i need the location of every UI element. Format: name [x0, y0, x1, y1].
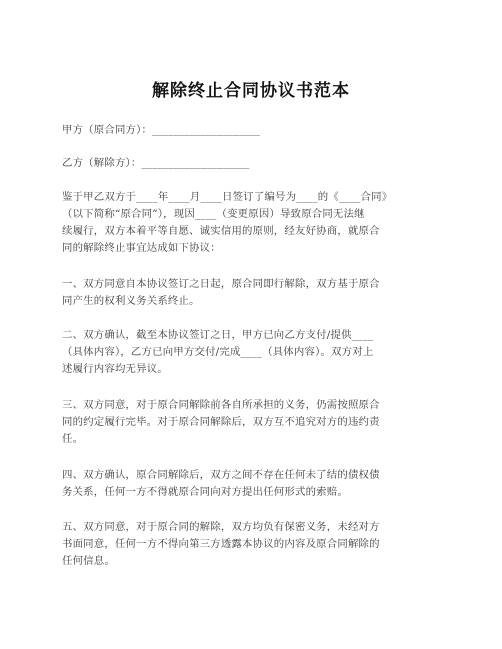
clause-2-line: 二、双方确认，截至本协议签订之日，甲方已向乙方支付/提供____ — [62, 329, 374, 341]
intro-line: 续履行，双方本着平等自愿、诚实信用的原则，经友好协商，就原合 — [62, 225, 380, 237]
party-a-line: 甲方（原合同方）：____________________ — [62, 124, 261, 136]
clause-2-line: （具体内容），乙方已向甲方交付/完成____（具体内容）。双方对上 — [62, 346, 374, 358]
clause-3-line: 三、双方同意，对于原合同解除前各自所承担的义务，仍需按照原合 — [62, 399, 380, 411]
clause-4-line: 务关系，任何一方不得就原合同向对方提出任何形式的索赔。 — [62, 486, 348, 498]
party-b-line: 乙方（解除方）：____________________ — [62, 157, 250, 169]
intro-line: （以下简称“原合同”），现因____（变更原因）导致原合同无法继 — [62, 208, 365, 220]
clause-2-line: 述履行内容均无异议。 — [62, 363, 168, 375]
intro-line: 鉴于甲乙双方于____年____月____日签订了编号为____的《____合同》 — [62, 191, 393, 203]
clause-3-line: 同的约定履行完毕。对于原合同解除后，双方互不追究对方的违约责 — [62, 416, 380, 428]
clause-5-line: 书面同意，任何一方不得向第三方透露本协议的内容及原合同解除的 — [62, 538, 380, 550]
intro-line: 同的解除终止事宜达成如下协议： — [62, 242, 221, 254]
clause-4-line: 四、双方确认，原合同解除后，双方之间不存在任何未了结的债权债 — [62, 469, 380, 481]
document-title: 解除终止合同协议书范本 — [152, 81, 350, 101]
clause-3-line: 任。 — [62, 433, 84, 445]
clause-5-line: 五、双方同意，对于原合同的解除，双方均负有保密义务，未经对方 — [62, 521, 380, 533]
clause-5-line: 任何信息。 — [62, 555, 115, 567]
clause-1-line: 一、双方同意自本协议签订之日起，原合同即行解除，双方基于原合 — [62, 278, 380, 290]
clause-1-line: 同产生的权利义务关系终止。 — [62, 295, 200, 307]
